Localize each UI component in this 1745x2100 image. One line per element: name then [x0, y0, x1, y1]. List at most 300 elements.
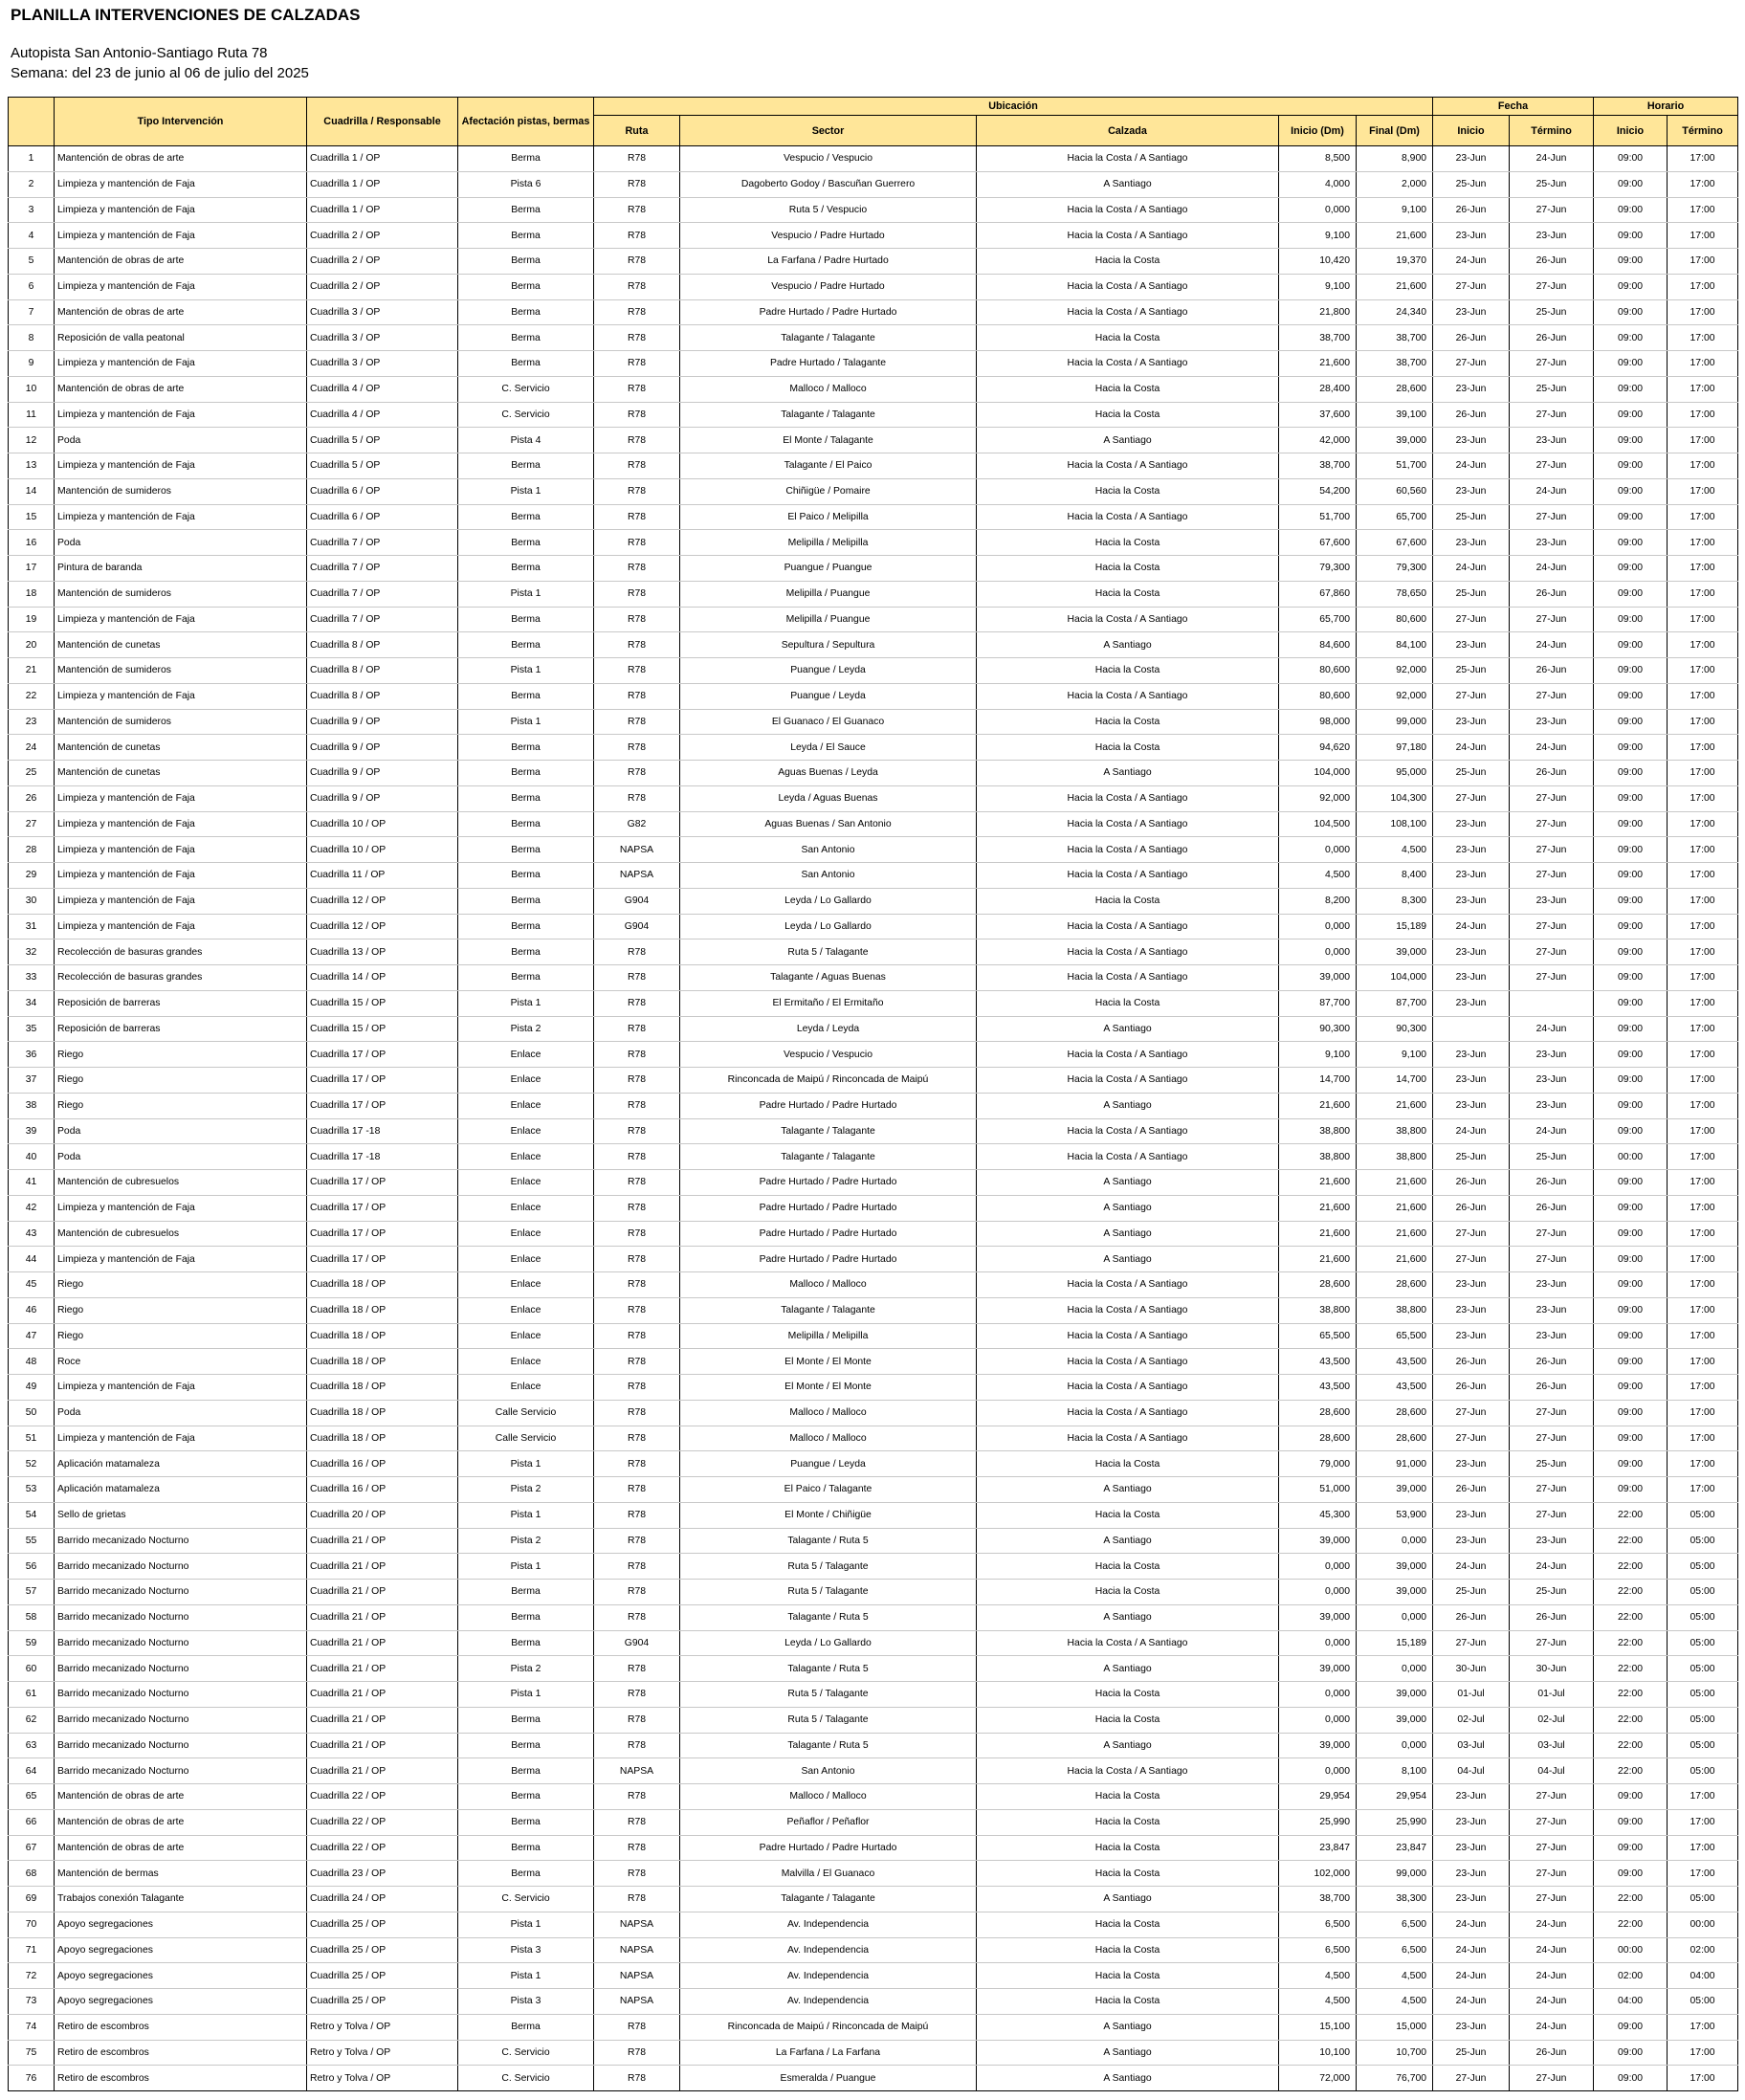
ruta-cell: R78 — [594, 1170, 680, 1196]
afectacion-cell: Berma — [458, 1604, 594, 1630]
fecha-inicio-cell: 27-Jun — [1433, 2066, 1510, 2091]
fecha-inicio-cell: 26-Jun — [1433, 1477, 1510, 1503]
final-dm-cell: 19,370 — [1357, 249, 1433, 275]
fecha-inicio-cell: 24-Jun — [1433, 1963, 1510, 1989]
cuadrilla-cell: Cuadrilla 7 / OP — [307, 530, 458, 556]
inicio-dm-cell: 0,000 — [1279, 1630, 1357, 1656]
final-dm-cell: 39,000 — [1357, 1707, 1433, 1733]
sector-cell: Padre Hurtado / Padre Hurtado — [680, 1195, 977, 1221]
table-row — [9, 1912, 1738, 1937]
subtitle-highway: Autopista San Antonio-Santiago Ruta 78 — [11, 45, 268, 61]
final-dm-cell: 76,700 — [1357, 2066, 1433, 2091]
fecha-inicio-cell: 27-Jun — [1433, 785, 1510, 811]
hora-termino-cell: 17:00 — [1668, 1297, 1738, 1323]
calzada-cell: A Santiago — [977, 1221, 1279, 1247]
inicio-dm-cell: 0,000 — [1279, 1554, 1357, 1580]
calzada-cell: Hacia la Costa — [977, 990, 1279, 1016]
row-number: 47 — [9, 1323, 55, 1349]
cuadrilla-cell: Cuadrilla 9 / OP — [307, 735, 458, 761]
hora-termino-cell: 17:00 — [1668, 785, 1738, 811]
sector-cell: Ruta 5 / Talagante — [680, 1554, 977, 1580]
hora-inicio-cell: 09:00 — [1594, 888, 1668, 914]
calzada-cell: Hacia la Costa / A Santiago — [977, 837, 1279, 863]
hora-inicio-cell: 09:00 — [1594, 376, 1668, 402]
tipo-cell: Limpieza y mantención de Faja — [55, 607, 307, 632]
page-title: PLANILLA INTERVENCIONES DE CALZADAS — [11, 6, 361, 24]
tipo-cell: Limpieza y mantención de Faja — [55, 1375, 307, 1401]
fecha-inicio-cell: 23-Jun — [1433, 1887, 1510, 1912]
tipo-cell: Mantención de sumideros — [55, 478, 307, 504]
tipo-cell: Poda — [55, 1400, 307, 1426]
calzada-cell: Hacia la Costa — [977, 1580, 1279, 1605]
inicio-dm-cell: 65,700 — [1279, 607, 1357, 632]
table-row — [9, 1195, 1738, 1221]
final-dm-cell: 67,600 — [1357, 530, 1433, 556]
hora-inicio-cell: 09:00 — [1594, 1477, 1668, 1503]
fecha-termino-cell: 23-Jun — [1510, 1093, 1594, 1118]
inicio-dm-cell: 80,600 — [1279, 683, 1357, 709]
final-dm-cell: 9,100 — [1357, 1042, 1433, 1068]
hora-inicio-cell: 09:00 — [1594, 735, 1668, 761]
afectacion-cell: Pista 1 — [458, 658, 594, 684]
fecha-termino-cell: 26-Jun — [1510, 1604, 1594, 1630]
inicio-dm-cell: 9,100 — [1279, 223, 1357, 249]
row-number: 1 — [9, 146, 55, 172]
inicio-dm-cell: 4,500 — [1279, 1963, 1357, 1989]
hora-inicio-cell: 09:00 — [1594, 1297, 1668, 1323]
table-row — [9, 453, 1738, 479]
tipo-cell: Mantención de obras de arte — [55, 249, 307, 275]
calzada-cell: Hacia la Costa / A Santiago — [977, 863, 1279, 889]
calzada-cell: A Santiago — [977, 1887, 1279, 1912]
inicio-dm-cell: 4,500 — [1279, 863, 1357, 889]
tipo-cell: Limpieza y mantención de Faja — [55, 223, 307, 249]
sector-cell: Talagante / Ruta 5 — [680, 1528, 977, 1554]
inicio-dm-cell: 6,500 — [1279, 1912, 1357, 1937]
sector-cell: Malloco / Malloco — [680, 1784, 977, 1810]
tipo-cell: Limpieza y mantención de Faja — [55, 171, 307, 197]
afectacion-cell: C. Servicio — [458, 402, 594, 428]
tipo-cell: Aplicación matamaleza — [55, 1451, 307, 1477]
sector-cell: San Antonio — [680, 863, 977, 889]
calzada-cell: Hacia la Costa — [977, 249, 1279, 275]
cuadrilla-cell: Cuadrilla 22 / OP — [307, 1835, 458, 1861]
table-row — [9, 1809, 1738, 1835]
table-row — [9, 1451, 1738, 1477]
inicio-dm-cell: 0,000 — [1279, 1758, 1357, 1784]
hora-termino-cell: 05:00 — [1668, 1604, 1738, 1630]
table-row — [9, 785, 1738, 811]
cuadrilla-cell: Cuadrilla 21 / OP — [307, 1604, 458, 1630]
table-row — [9, 223, 1738, 249]
fecha-termino-cell: 25-Jun — [1510, 171, 1594, 197]
sector-cell: Leyda / El Sauce — [680, 735, 977, 761]
hora-termino-cell: 05:00 — [1668, 1758, 1738, 1784]
hora-inicio-cell: 09:00 — [1594, 1784, 1668, 1810]
hora-termino-cell: 17:00 — [1668, 1016, 1738, 1042]
final-dm-cell: 29,954 — [1357, 1784, 1433, 1810]
sector-cell: El Ermitaño / El Ermitaño — [680, 990, 977, 1016]
fecha-termino-cell: 27-Jun — [1510, 1247, 1594, 1272]
inicio-dm-cell: 8,200 — [1279, 888, 1357, 914]
tipo-cell: Riego — [55, 1093, 307, 1118]
table-row — [9, 1682, 1738, 1708]
inicio-dm-cell: 10,420 — [1279, 249, 1357, 275]
interventions-table — [8, 97, 1738, 2091]
hora-inicio-cell: 09:00 — [1594, 530, 1668, 556]
hora-inicio-cell: 09:00 — [1594, 1375, 1668, 1401]
hora-termino-cell: 05:00 — [1668, 1989, 1738, 2015]
inicio-dm-cell: 9,100 — [1279, 274, 1357, 299]
tipo-cell: Limpieza y mantención de Faja — [55, 811, 307, 837]
header-afectacion: Afectación pistas, bermas — [458, 98, 594, 146]
fecha-inicio-cell: 03-Jul — [1433, 1733, 1510, 1758]
cuadrilla-cell: Cuadrilla 10 / OP — [307, 837, 458, 863]
row-number: 55 — [9, 1528, 55, 1554]
row-number: 58 — [9, 1604, 55, 1630]
tipo-cell: Limpieza y mantención de Faja — [55, 888, 307, 914]
afectacion-cell: Pista 1 — [458, 581, 594, 607]
tipo-cell: Retiro de escombros — [55, 2066, 307, 2091]
hora-inicio-cell: 09:00 — [1594, 556, 1668, 582]
calzada-cell: A Santiago — [977, 761, 1279, 786]
table-row — [9, 1887, 1738, 1912]
afectacion-cell: Pista 1 — [458, 1963, 594, 1989]
calzada-cell: Hacia la Costa / A Santiago — [977, 1349, 1279, 1375]
fecha-inicio-cell: 02-Jul — [1433, 1707, 1510, 1733]
hora-termino-cell: 17:00 — [1668, 1809, 1738, 1835]
tipo-cell: Mantención de sumideros — [55, 658, 307, 684]
fecha-inicio-cell: 23-Jun — [1433, 223, 1510, 249]
final-dm-cell: 38,300 — [1357, 1887, 1433, 1912]
afectacion-cell: Pista 1 — [458, 1502, 594, 1528]
tipo-cell: Barrido mecanizado Nocturno — [55, 1758, 307, 1784]
cuadrilla-cell: Cuadrilla 18 / OP — [307, 1272, 458, 1298]
fecha-inicio-cell: 27-Jun — [1433, 351, 1510, 377]
row-number: 13 — [9, 453, 55, 479]
afectacion-cell: Enlace — [458, 1221, 594, 1247]
final-dm-cell: 28,600 — [1357, 1400, 1433, 1426]
final-dm-cell: 92,000 — [1357, 683, 1433, 709]
calzada-cell: Hacia la Costa — [977, 1912, 1279, 1937]
table-row — [9, 683, 1738, 709]
calzada-cell: Hacia la Costa — [977, 402, 1279, 428]
inicio-dm-cell: 43,500 — [1279, 1349, 1357, 1375]
final-dm-cell: 97,180 — [1357, 735, 1433, 761]
cuadrilla-cell: Cuadrilla 21 / OP — [307, 1630, 458, 1656]
fecha-termino-cell: 27-Jun — [1510, 965, 1594, 991]
sector-cell: El Monte / Chiñigüe — [680, 1502, 977, 1528]
afectacion-cell: Pista 6 — [458, 171, 594, 197]
hora-termino-cell: 17:00 — [1668, 504, 1738, 530]
hora-inicio-cell: 22:00 — [1594, 1758, 1668, 1784]
calzada-cell: A Santiago — [977, 2040, 1279, 2066]
afectacion-cell: Enlace — [458, 1068, 594, 1094]
inicio-dm-cell: 14,700 — [1279, 1068, 1357, 1094]
fecha-termino-cell: 23-Jun — [1510, 428, 1594, 453]
sector-cell: Ruta 5 / Talagante — [680, 1580, 977, 1605]
final-dm-cell: 25,990 — [1357, 1809, 1433, 1835]
final-dm-cell: 92,000 — [1357, 658, 1433, 684]
calzada-cell: Hacia la Costa / A Santiago — [977, 785, 1279, 811]
final-dm-cell: 108,100 — [1357, 811, 1433, 837]
cuadrilla-cell: Cuadrilla 20 / OP — [307, 1502, 458, 1528]
afectacion-cell: Pista 3 — [458, 1937, 594, 1963]
final-dm-cell: 28,600 — [1357, 376, 1433, 402]
fecha-termino-cell: 27-Jun — [1510, 811, 1594, 837]
fecha-termino-cell: 27-Jun — [1510, 1477, 1594, 1503]
ruta-cell: R78 — [594, 1221, 680, 1247]
tipo-cell: Limpieza y mantención de Faja — [55, 1426, 307, 1451]
hora-inicio-cell: 09:00 — [1594, 478, 1668, 504]
fecha-inicio-cell: 27-Jun — [1433, 1630, 1510, 1656]
fecha-termino-cell: 24-Jun — [1510, 1937, 1594, 1963]
table-row — [9, 325, 1738, 351]
afectacion-cell: Pista 2 — [458, 1656, 594, 1682]
table-row — [9, 1963, 1738, 1989]
ruta-cell: R78 — [594, 299, 680, 325]
sector-cell: San Antonio — [680, 1758, 977, 1784]
sector-cell: Puangue / Leyda — [680, 1451, 977, 1477]
inicio-dm-cell: 51,700 — [1279, 504, 1357, 530]
afectacion-cell: Berma — [458, 1809, 594, 1835]
final-dm-cell: 38,800 — [1357, 1297, 1433, 1323]
final-dm-cell: 80,600 — [1357, 607, 1433, 632]
row-number: 68 — [9, 1861, 55, 1887]
hora-inicio-cell: 09:00 — [1594, 171, 1668, 197]
row-number: 60 — [9, 1656, 55, 1682]
ruta-cell: NAPSA — [594, 863, 680, 889]
ruta-cell: R78 — [594, 683, 680, 709]
fecha-termino-cell: 26-Jun — [1510, 1349, 1594, 1375]
fecha-termino-cell: 04-Jul — [1510, 1758, 1594, 1784]
table-row — [9, 863, 1738, 889]
ruta-cell: R78 — [594, 274, 680, 299]
ruta-cell: R78 — [594, 1323, 680, 1349]
hora-termino-cell: 17:00 — [1668, 1426, 1738, 1451]
calzada-cell: Hacia la Costa / A Santiago — [977, 683, 1279, 709]
hora-termino-cell: 05:00 — [1668, 1528, 1738, 1554]
afectacion-cell: Pista 1 — [458, 990, 594, 1016]
row-number: 27 — [9, 811, 55, 837]
tipo-cell: Mantención de obras de arte — [55, 1809, 307, 1835]
fecha-termino-cell: 23-Jun — [1510, 1323, 1594, 1349]
row-number: 59 — [9, 1630, 55, 1656]
afectacion-cell: Enlace — [458, 1297, 594, 1323]
hora-termino-cell: 17:00 — [1668, 1477, 1738, 1503]
ruta-cell: R78 — [594, 990, 680, 1016]
hora-termino-cell: 17:00 — [1668, 171, 1738, 197]
fecha-inicio-cell: 26-Jun — [1433, 1170, 1510, 1196]
calzada-cell: Hacia la Costa / A Santiago — [977, 1758, 1279, 1784]
ruta-cell: R78 — [594, 1580, 680, 1605]
fecha-inicio-cell: 23-Jun — [1433, 1068, 1510, 1094]
tipo-cell: Riego — [55, 1042, 307, 1068]
fecha-inicio-cell: 26-Jun — [1433, 1375, 1510, 1401]
ruta-cell: R78 — [594, 1042, 680, 1068]
fecha-termino-cell: 24-Jun — [1510, 478, 1594, 504]
ruta-cell: R78 — [594, 1349, 680, 1375]
calzada-cell: Hacia la Costa / A Santiago — [977, 1297, 1279, 1323]
calzada-cell: Hacia la Costa / A Santiago — [977, 299, 1279, 325]
fecha-inicio-cell: 24-Jun — [1433, 914, 1510, 939]
fecha-inicio-cell: 23-Jun — [1433, 530, 1510, 556]
final-dm-cell: 9,100 — [1357, 197, 1433, 223]
sector-cell: Padre Hurtado / Talagante — [680, 351, 977, 377]
fecha-termino-cell: 26-Jun — [1510, 249, 1594, 275]
row-number: 29 — [9, 863, 55, 889]
inicio-dm-cell: 51,000 — [1279, 1477, 1357, 1503]
sector-cell: Leyda / Lo Gallardo — [680, 914, 977, 939]
tipo-cell: Mantención de obras de arte — [55, 1835, 307, 1861]
table-row — [9, 197, 1738, 223]
hora-termino-cell: 17:00 — [1668, 1272, 1738, 1298]
final-dm-cell: 21,600 — [1357, 1195, 1433, 1221]
row-number: 52 — [9, 1451, 55, 1477]
hora-termino-cell: 17:00 — [1668, 1247, 1738, 1272]
row-number: 73 — [9, 1989, 55, 2015]
row-number: 53 — [9, 1477, 55, 1503]
hora-inicio-cell: 09:00 — [1594, 785, 1668, 811]
tipo-cell: Poda — [55, 1118, 307, 1144]
afectacion-cell: Berma — [458, 683, 594, 709]
table-row — [9, 2014, 1738, 2040]
fecha-inicio-cell: 23-Jun — [1433, 965, 1510, 991]
fecha-termino-cell: 27-Jun — [1510, 351, 1594, 377]
afectacion-cell: C. Servicio — [458, 2066, 594, 2091]
row-number: 62 — [9, 1707, 55, 1733]
calzada-cell: A Santiago — [977, 171, 1279, 197]
header-sector: Sector — [680, 116, 977, 146]
tipo-cell: Barrido mecanizado Nocturno — [55, 1528, 307, 1554]
inicio-dm-cell: 38,800 — [1279, 1118, 1357, 1144]
final-dm-cell: 23,847 — [1357, 1835, 1433, 1861]
row-number: 15 — [9, 504, 55, 530]
fecha-inicio-cell: 23-Jun — [1433, 837, 1510, 863]
afectacion-cell: Berma — [458, 274, 594, 299]
row-number: 14 — [9, 478, 55, 504]
inicio-dm-cell: 79,000 — [1279, 1451, 1357, 1477]
ruta-cell: R78 — [594, 171, 680, 197]
fecha-inicio-cell: 24-Jun — [1433, 1912, 1510, 1937]
afectacion-cell: Pista 2 — [458, 1528, 594, 1554]
header-ubicacion: Ubicación — [594, 98, 1433, 116]
header-ruta: Ruta — [594, 116, 680, 146]
hora-inicio-cell: 09:00 — [1594, 1400, 1668, 1426]
fecha-termino-cell: 24-Jun — [1510, 1912, 1594, 1937]
sector-cell: La Farfana / Padre Hurtado — [680, 249, 977, 275]
hora-inicio-cell: 09:00 — [1594, 325, 1668, 351]
calzada-cell: Hacia la Costa — [977, 581, 1279, 607]
calzada-cell: Hacia la Costa — [977, 1784, 1279, 1810]
table-row — [9, 939, 1738, 965]
hora-termino-cell: 17:00 — [1668, 965, 1738, 991]
hora-termino-cell: 05:00 — [1668, 1682, 1738, 1708]
ruta-cell: G904 — [594, 914, 680, 939]
ruta-cell: R78 — [594, 1502, 680, 1528]
afectacion-cell: Berma — [458, 914, 594, 939]
calzada-cell: Hacia la Costa — [977, 556, 1279, 582]
afectacion-cell: Enlace — [458, 1170, 594, 1196]
ruta-cell: R78 — [594, 1656, 680, 1682]
header-tipo: Tipo Intervención — [55, 98, 307, 146]
sector-cell: Malloco / Malloco — [680, 1426, 977, 1451]
table-row — [9, 632, 1738, 658]
cuadrilla-cell: Cuadrilla 14 / OP — [307, 965, 458, 991]
fecha-inicio-cell: 25-Jun — [1433, 658, 1510, 684]
tipo-cell: Limpieza y mantención de Faja — [55, 683, 307, 709]
ruta-cell: R78 — [594, 1528, 680, 1554]
fecha-inicio-cell: 24-Jun — [1433, 735, 1510, 761]
hora-inicio-cell: 00:00 — [1594, 1144, 1668, 1170]
calzada-cell: Hacia la Costa / A Santiago — [977, 1272, 1279, 1298]
ruta-cell: R78 — [594, 1016, 680, 1042]
tipo-cell: Barrido mecanizado Nocturno — [55, 1630, 307, 1656]
final-dm-cell: 28,600 — [1357, 1426, 1433, 1451]
ruta-cell: R78 — [594, 1093, 680, 1118]
cuadrilla-cell: Cuadrilla 18 / OP — [307, 1400, 458, 1426]
table-row — [9, 2040, 1738, 2066]
cuadrilla-cell: Cuadrilla 18 / OP — [307, 1297, 458, 1323]
calzada-cell: A Santiago — [977, 1195, 1279, 1221]
inicio-dm-cell: 92,000 — [1279, 785, 1357, 811]
sector-cell: Esmeralda / Puangue — [680, 2066, 977, 2091]
fecha-termino-cell: 24-Jun — [1510, 632, 1594, 658]
inicio-dm-cell: 54,200 — [1279, 478, 1357, 504]
fecha-termino-cell: 27-Jun — [1510, 914, 1594, 939]
table-row — [9, 1349, 1738, 1375]
hora-inicio-cell: 09:00 — [1594, 428, 1668, 453]
fecha-termino-cell: 26-Jun — [1510, 1170, 1594, 1196]
final-dm-cell: 39,100 — [1357, 402, 1433, 428]
ruta-cell: R78 — [594, 632, 680, 658]
sector-cell: Ruta 5 / Vespucio — [680, 197, 977, 223]
sector-cell: Rinconcada de Maipú / Rinconcada de Maipú — [680, 2014, 977, 2040]
calzada-cell: Hacia la Costa — [977, 1861, 1279, 1887]
hora-termino-cell: 17:00 — [1668, 325, 1738, 351]
hora-inicio-cell: 22:00 — [1594, 1682, 1668, 1708]
calzada-cell: Hacia la Costa — [977, 325, 1279, 351]
sector-cell: Padre Hurtado / Padre Hurtado — [680, 1247, 977, 1272]
sector-cell: Puangue / Leyda — [680, 683, 977, 709]
final-dm-cell: 24,340 — [1357, 299, 1433, 325]
afectacion-cell: Berma — [458, 632, 594, 658]
sector-cell: Vespucio / Vespucio — [680, 1042, 977, 1068]
cuadrilla-cell: Cuadrilla 18 / OP — [307, 1426, 458, 1451]
inicio-dm-cell: 39,000 — [1279, 1604, 1357, 1630]
fecha-termino-cell: 23-Jun — [1510, 1297, 1594, 1323]
cuadrilla-cell: Cuadrilla 25 / OP — [307, 1989, 458, 2015]
sector-cell: Av. Independencia — [680, 1989, 977, 2015]
fecha-inicio-cell: 23-Jun — [1433, 1093, 1510, 1118]
inicio-dm-cell: 21,800 — [1279, 299, 1357, 325]
fecha-inicio-cell: 26-Jun — [1433, 1195, 1510, 1221]
table-row — [9, 1093, 1738, 1118]
cuadrilla-cell: Cuadrilla 21 / OP — [307, 1580, 458, 1605]
afectacion-cell: Berma — [458, 785, 594, 811]
calzada-cell: Hacia la Costa / A Santiago — [977, 1426, 1279, 1451]
fecha-termino-cell: 26-Jun — [1510, 658, 1594, 684]
hora-termino-cell: 17:00 — [1668, 1093, 1738, 1118]
inicio-dm-cell: 39,000 — [1279, 1528, 1357, 1554]
afectacion-cell: Pista 1 — [458, 1682, 594, 1708]
sector-cell: Malloco / Malloco — [680, 1272, 977, 1298]
final-dm-cell: 39,000 — [1357, 1580, 1433, 1605]
inicio-dm-cell: 21,600 — [1279, 351, 1357, 377]
row-number: 8 — [9, 325, 55, 351]
table-row — [9, 530, 1738, 556]
row-number: 40 — [9, 1144, 55, 1170]
